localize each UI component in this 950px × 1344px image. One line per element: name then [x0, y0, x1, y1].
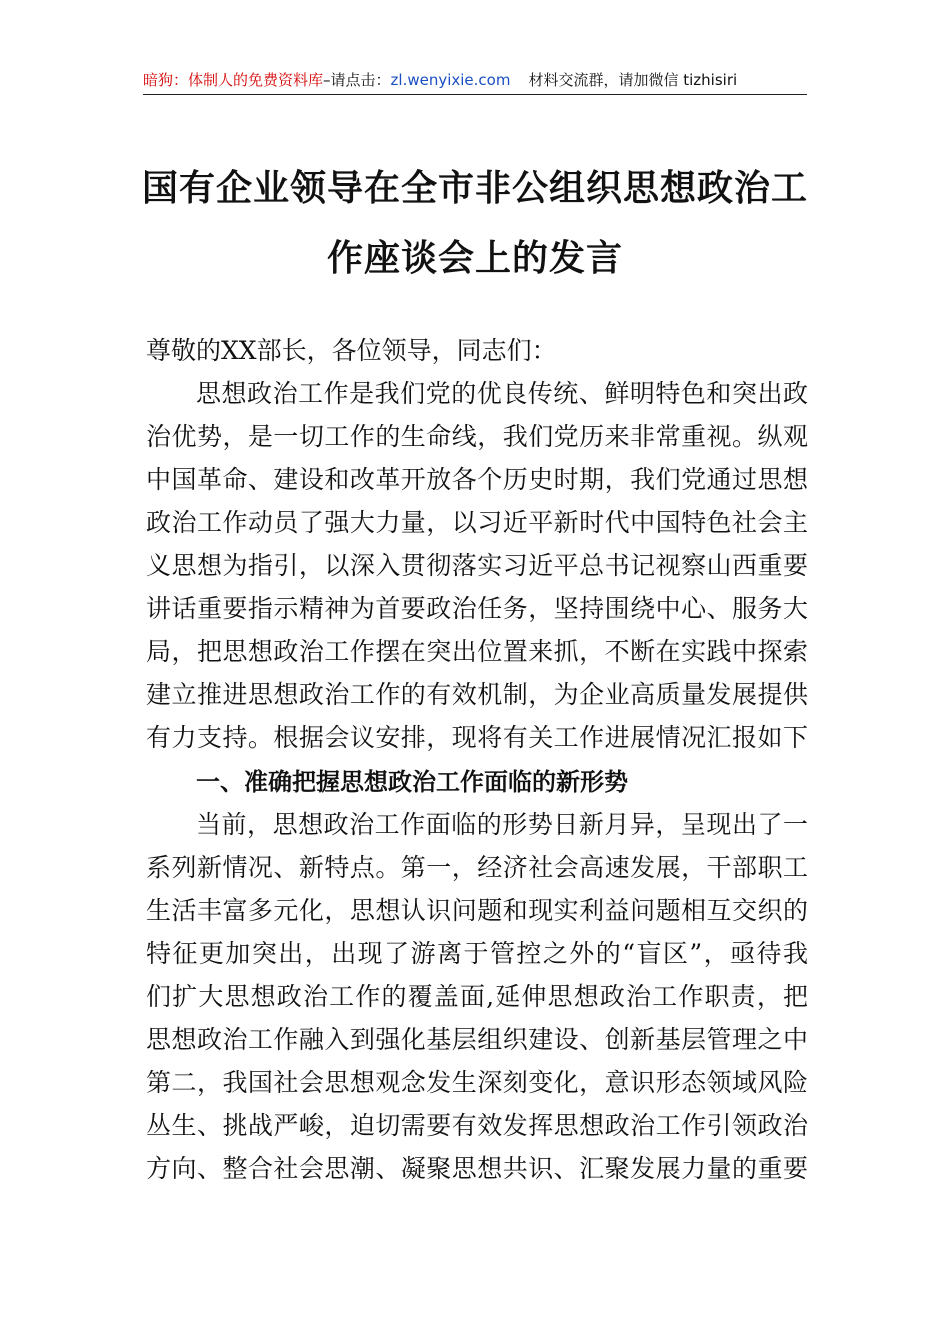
paragraph-line: 局，把思想政治工作摆在突出位置来抓，不断在实践中探索: [146, 637, 808, 666]
paragraph-line: 特征更加突出，出现了游离于管控之外的“盲区”，亟待我: [146, 939, 808, 968]
salutation: 尊敬的XX部长，各位领导，同志们：: [146, 336, 557, 365]
document-title-line-1: 国有企业领导在全市非公组织思想政治工: [141, 167, 808, 209]
paragraph-line: 讲话重要指示精神为首要政治任务，坚持围绕中心、服务大: [146, 594, 808, 623]
paragraph-line: 思想政治工作是我们党的优良传统、鲜明特色和突出政: [196, 379, 808, 408]
paragraph-line: 中国革命、建设和改革开放各个历史时期，我们党通过思想: [146, 465, 808, 494]
watermark-header: [143, 68, 807, 95]
paragraph-line: 当前，思想政治工作面临的形势日新月异，呈现出了一: [196, 810, 808, 839]
paragraph-line: 方向、整合社会思潮、凝聚思想共识、汇聚发展力量的重要: [146, 1154, 808, 1183]
header-site-name: 暗狗：体制人的免费资料库: [143, 71, 324, 89]
paragraph-line: 丛生、挑战严峻，迫切需要有效发挥思想政治工作引领政治: [146, 1111, 808, 1140]
paragraph-line: 义思想为指引，以深入贯彻落实习近平总书记视察山西重要: [146, 551, 808, 580]
header-wechat-text: 材料交流群，请加微信 tizhisiri: [528, 71, 738, 89]
paragraph-line: 有力支持。根据会议安排，现将有关工作进展情况汇报如下: [146, 723, 808, 752]
paragraph-line: 治优势，是一切工作的生命线，我们党历来非常重视。纵观: [146, 422, 808, 451]
header-click-text: –请点击：: [323, 71, 391, 89]
section-heading-1: 一、准确把握思想政治工作面临的新形势: [196, 768, 628, 796]
paragraph-line: 第二，我国社会思想观念发生深刻变化，意识形态领域风险: [146, 1068, 808, 1097]
header-link[interactable]: zl.wenyixie.com: [390, 71, 511, 89]
paragraph-line: 思想政治工作融入到强化基层组织建设、创新基层管理之中: [146, 1025, 808, 1054]
paragraph-line: 们扩大思想政治工作的覆盖面,延伸思想政治工作职责，把: [146, 982, 808, 1011]
paragraph-line: 生活丰富多元化，思想认识问题和现实利益问题相互交织的: [146, 896, 808, 925]
paragraph-line: 政治工作动员了强大力量，以习近平新时代中国特色社会主: [146, 508, 808, 537]
paragraph-line: 系列新情况、新特点。第一，经济社会高速发展，干部职工: [146, 853, 808, 882]
paragraph-line: 建立推进思想政治工作的有效机制，为企业高质量发展提供: [146, 680, 808, 709]
document-title-line-2: 作座谈会上的发言: [326, 237, 623, 279]
